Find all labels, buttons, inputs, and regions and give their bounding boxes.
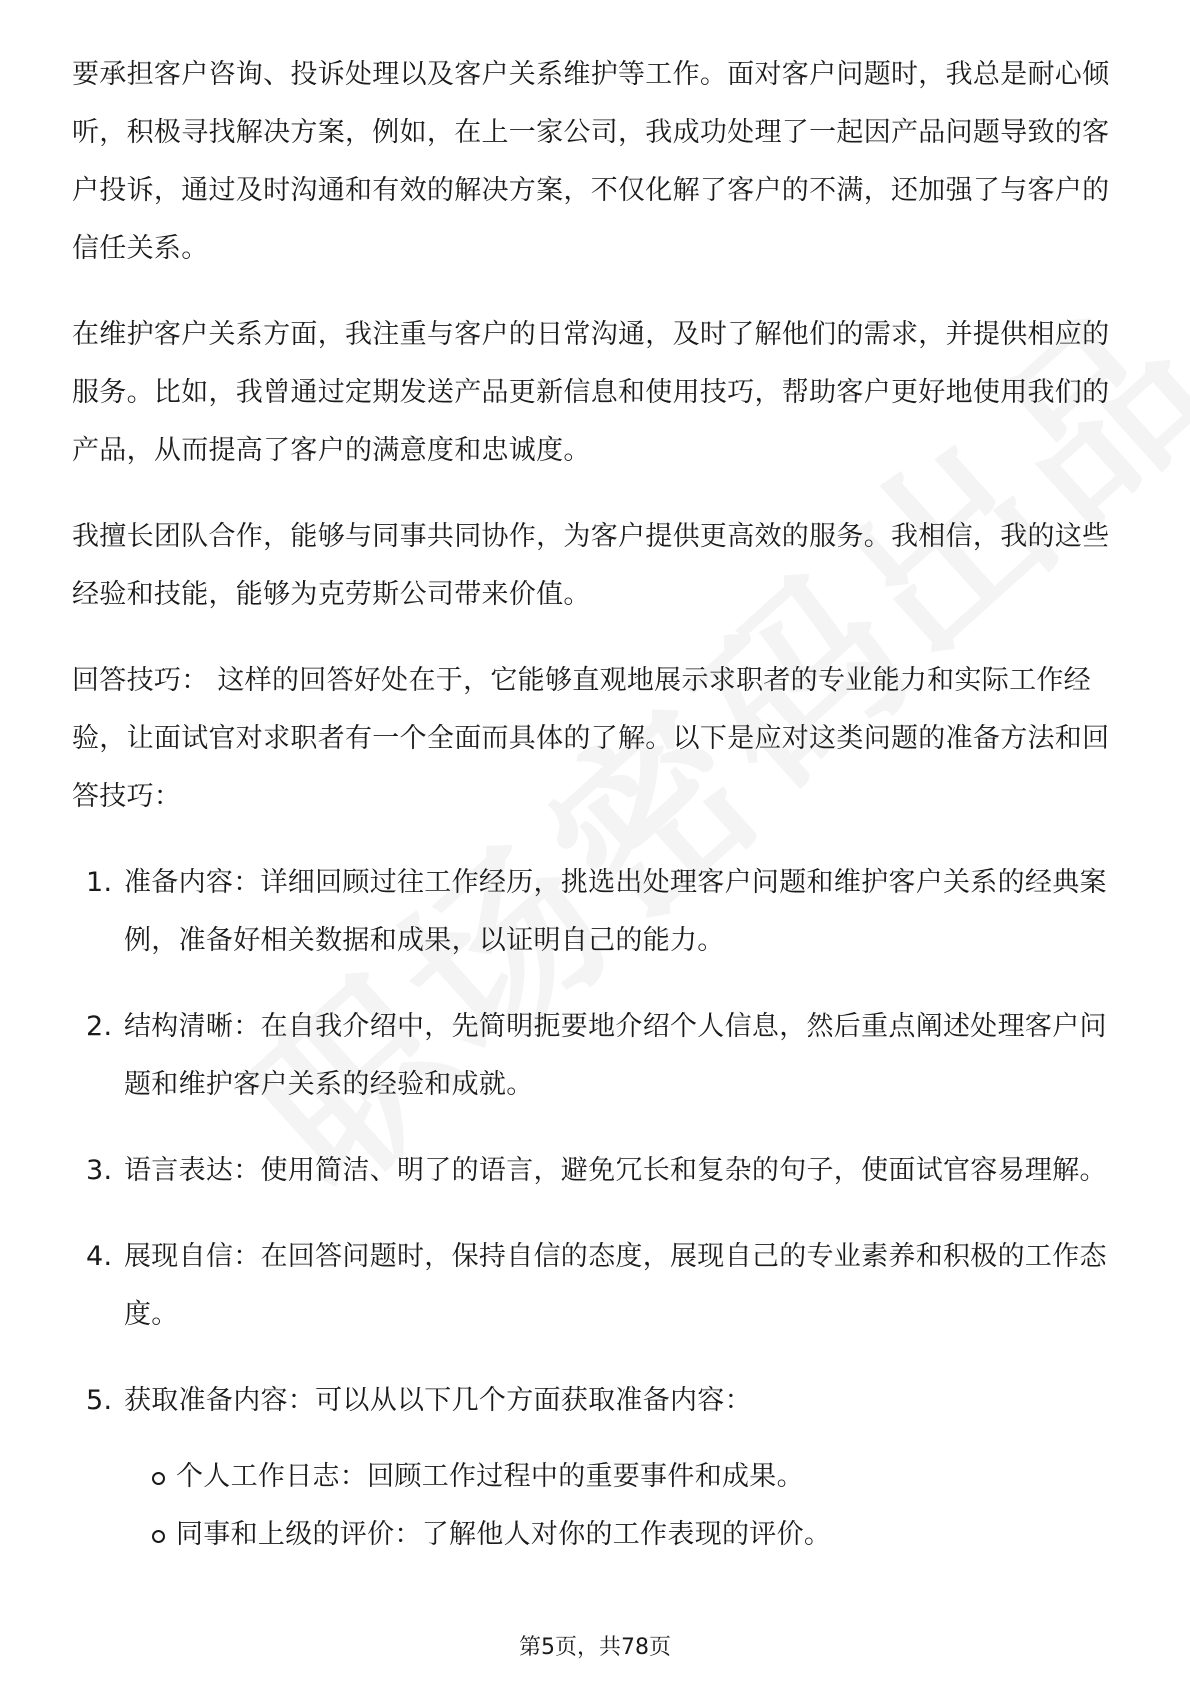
paragraph-2: 在维护客户关系方面，我注重与客户的日常沟通，及时了解他们的需求，并提供相应的服务。比如，我曾通过定期发送产品更新信息和使用技巧，帮助客户更好地使用我们的产品，从而提高了客户的满意度和忠诚度。 xyxy=(72,319,1110,466)
list-number: 4. xyxy=(86,1241,113,1272)
paragraph-1: 要承担客户咨询、投诉处理以及客户关系维护等工作。面对客户问题时，我总是耐心倾听，积极寻找解决方案，例如，在上一家公司，我成功处理了一起因产品问题导致的客户投诉，通过及时沟通和有效的解决方案，不仅化解了客户的不满，还加强了与客户的信任关系。 xyxy=(72,59,1110,264)
sub-list-item xyxy=(124,1448,1122,1506)
list-item xyxy=(72,1228,1122,1344)
list-number: 2. xyxy=(86,1011,113,1042)
sub-list-item-text: 个人工作日志：回顾工作过程中的重要事件和成果。 xyxy=(176,1461,804,1492)
numbered-list xyxy=(72,854,1122,1564)
sub-list-item-text: 同事和上级的评价：了解他人对你的工作表现的评价。 xyxy=(176,1519,832,1550)
sub-list xyxy=(124,1448,1122,1564)
list-item-text: 准备内容：详细回顾过往工作经历，挑选出处理客户问题和维护客户关系的经典案例，准备好相关数据和成果，以证明自己的能力。 xyxy=(124,867,1107,956)
list-item xyxy=(72,1142,1122,1200)
list-item xyxy=(72,854,1122,970)
list-item-text: 结构清晰：在自我介绍中，先简明扼要地介绍个人信息，然后重点阐述处理客户问题和维护客户关系的经验和成就。 xyxy=(124,1011,1107,1100)
list-item xyxy=(72,1372,1122,1564)
paragraph-answer-tips: 回答技巧： 这样的回答好处在于，它能够直观地展示求职者的专业能力和实际工作经验，让面试官对求职者有一个全面而具体的了解。以下是应对这类问题的准备方法和回答技巧： xyxy=(72,665,1110,812)
sub-list-item xyxy=(124,1506,1122,1564)
paragraph-3: 我擅长团队合作，能够与同事共同协作，为客户提供更高效的服务。我相信，我的这些经验和技能，能够为克劳斯公司带来价值。 xyxy=(72,521,1110,610)
list-item xyxy=(72,998,1122,1114)
list-number: 1. xyxy=(86,867,113,898)
page-footer: 第5页，共78页 xyxy=(519,1635,671,1660)
list-item-text: 获取准备内容：可以从以下几个方面获取准备内容： xyxy=(124,1385,752,1416)
circle-bullet-icon xyxy=(152,1530,165,1543)
list-number: 3. xyxy=(86,1155,113,1186)
document-body xyxy=(72,46,1122,1592)
list-number: 5. xyxy=(86,1385,113,1416)
list-item-text: 展现自信：在回答问题时，保持自信的态度，展现自己的专业素养和积极的工作态度。 xyxy=(124,1241,1107,1330)
list-item-text: 语言表达：使用简洁、明了的语言，避免冗长和复杂的句子，使面试官容易理解。 xyxy=(124,1155,1107,1186)
circle-bullet-icon xyxy=(152,1472,165,1485)
